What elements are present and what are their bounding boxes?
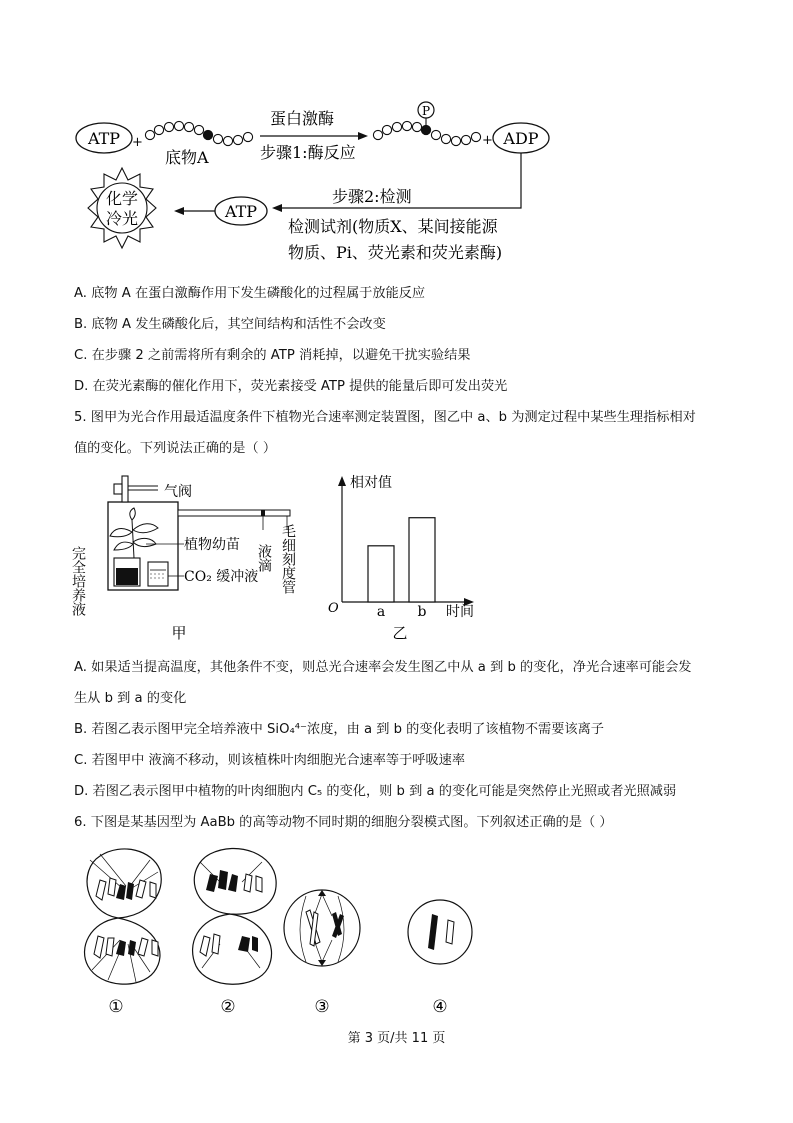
valve-label: 气阀 — [164, 484, 192, 500]
cell-label-3: ③ — [314, 997, 330, 1017]
q5-option-c: C. 若图甲中 液滴不移动，则该植株叶肉细胞光合速率等于呼吸速率 — [74, 753, 466, 768]
seedling-label: 植物幼苗 — [184, 537, 240, 553]
cell-3 — [284, 890, 360, 966]
q4-option-a: A. 底物 A 在蛋白激酶作用下发生磷酸化的过程属于放能反应 — [74, 286, 426, 301]
apparatus-figure-jia — [70, 470, 314, 645]
bar-chart-yi — [320, 470, 500, 645]
caption-jia: 甲 — [171, 624, 187, 642]
q4-option-b: B. 底物 A 发生磷酸化后，其空间结构和活性不会改变 — [74, 317, 386, 332]
cell-4 — [408, 900, 472, 964]
adp-label: ADP — [503, 129, 539, 148]
phosphorylated-chain — [373, 121, 480, 145]
x-axis-label: 时间 — [446, 604, 474, 620]
cell-2 — [193, 848, 277, 984]
caption-yi: 乙 — [392, 624, 408, 642]
atp-left-label: ATP — [87, 129, 121, 148]
q5-option-a-line1: A. 如果适当提高温度，其他条件不变，则总光合速率会发生图乙中从 a 到 b 的变化，净光合速率可能会发 — [74, 660, 692, 675]
cell-label-2: ② — [220, 997, 236, 1017]
buffer-label: CO₂ 缓冲液 — [184, 569, 259, 585]
sun-label-line2: 冷光 — [105, 209, 139, 228]
cell-1 — [85, 849, 162, 984]
phosphate-label: P — [421, 104, 431, 118]
plus-sign-2: + — [482, 133, 493, 148]
x-tick-a: a — [376, 604, 386, 620]
step2-label: 步骤2:检测 — [332, 187, 412, 206]
medium-label: 完全培养液 — [70, 546, 86, 616]
origin-label: O — [328, 601, 339, 616]
substrate-a-chain — [145, 121, 252, 145]
x-tick-b: b — [417, 604, 427, 620]
sun-icon — [88, 168, 156, 248]
bar-b — [409, 518, 435, 602]
page-footer: 第 3 页/共 11 页 — [347, 1031, 446, 1046]
reagent-line1: 检测试剂(物质X、某间接能源 — [288, 217, 498, 236]
q5-option-a-line2: 生从 b 到 a 的变化 — [74, 691, 187, 706]
q5-stem-line2: 值的变化。下列说法正确的是（ ） — [74, 441, 277, 456]
enzyme-label: 蛋白激酶 — [270, 109, 335, 128]
q5-stem-line1: 5. 图甲为光合作用最适温度条件下植物光合速率测定装置图，图乙中 a、b 为测定过程中某些生理指标相对 — [74, 410, 696, 425]
step1-label: 步骤1:酶反应 — [260, 143, 356, 162]
q5-option-d: D. 若图乙表示图甲中植物的叶肉细胞内 C₅ 的变化，则 b 到 a 的变化可能是突然停止光照或者光照减弱 — [74, 784, 677, 799]
plus-sign-1: + — [132, 135, 143, 150]
cell-label-4: ④ — [432, 997, 448, 1017]
cell-division-figure — [70, 840, 490, 1020]
seedling-drawing — [110, 508, 158, 558]
q6-stem: 6. 下图是某基因型为 AaBb 的高等动物不同时期的细胞分裂模式图。下列叙述正确的是（ ） — [74, 815, 613, 830]
reagent-line2: 物质、Pi、荧光素和荧光素酶) — [288, 243, 503, 262]
capillary-label: 毛细刻度管 — [280, 524, 296, 594]
q5-option-b: B. 若图乙表示图甲完全培养液中 SiO₄⁴⁻浓度，由 a 到 b 的变化表明了该植物不需要该离子 — [74, 722, 604, 737]
y-axis-label: 相对值 — [350, 475, 392, 491]
q4-option-c: C. 在步骤 2 之前需将所有剩余的 ATP 消耗掉，以避免干扰实验结果 — [74, 348, 471, 363]
atp-mid-label: ATP — [224, 202, 258, 221]
substrate-a-label: 底物A — [165, 148, 209, 167]
sun-label-line1: 化学 — [105, 189, 139, 208]
q4-option-d: D. 在荧光素酶的催化作用下，荧光素接受 ATP 提供的能量后即可发出荧光 — [74, 379, 508, 394]
atp-assay-figure — [70, 98, 560, 268]
droplet-label: 液滴 — [256, 544, 272, 572]
bar-a — [368, 546, 394, 602]
cell-label-1: ① — [108, 997, 124, 1017]
